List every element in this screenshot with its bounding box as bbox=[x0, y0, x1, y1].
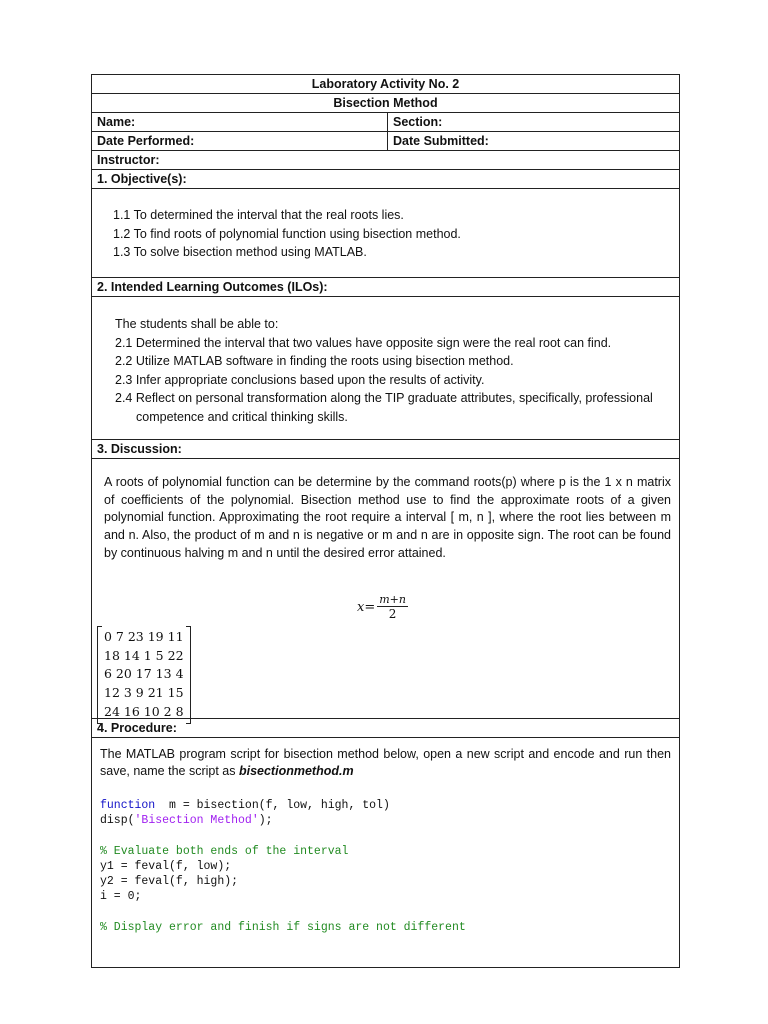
instructor-label: Instructor: bbox=[92, 150, 679, 169]
name-field-label: Name: bbox=[92, 113, 388, 131]
matrix-row: 0 7 23 19 11 bbox=[104, 629, 184, 644]
matrix-row: 6 20 17 13 4 bbox=[104, 666, 184, 682]
section-field-label: Section: bbox=[393, 115, 443, 129]
code-line: i = 0; bbox=[100, 890, 142, 904]
procedure-body bbox=[92, 737, 679, 967]
list-item: 2.2 Utilize MATLAB software in finding the roots using bisection method. bbox=[115, 354, 514, 368]
formula-numerator: m+n bbox=[379, 593, 406, 606]
objectives-list bbox=[92, 188, 679, 277]
ilos-intro: The students shall be able to: bbox=[115, 317, 279, 331]
bisection-formula bbox=[357, 593, 408, 621]
activity-title: Laboratory Activity No. 2 bbox=[311, 77, 460, 91]
date-performed-label: Date Performed: bbox=[92, 132, 388, 150]
code-line: y1 = feval(f, low); bbox=[100, 859, 232, 873]
activity-subtitle: Bisection Method bbox=[92, 93, 679, 112]
magic-matrix bbox=[97, 626, 191, 724]
list-item-continuation: competence and critical thinking skills. bbox=[136, 409, 348, 424]
dates-row bbox=[92, 131, 679, 150]
code-comment: % Display error and finish if signs are not different bbox=[100, 920, 466, 934]
formula-fraction bbox=[377, 593, 408, 621]
name-section-row bbox=[92, 112, 679, 131]
date-submitted-label: Date Submitted: bbox=[393, 134, 489, 148]
formula-denominator: 2 bbox=[388, 607, 397, 621]
list-item: 2.3 Infer appropriate conclusions based upon the results of activity. bbox=[115, 372, 485, 387]
list-item: 1.1 To determined the interval that the real roots lies. bbox=[113, 208, 404, 222]
discussion-paragraph: A roots of polynomial function can be determine by the command roots(p) where p is the 1 x n matrix of coefficients of the polynomial. Bisection method use to find the approximate roots of a given polynomial function. Approximating the root require a interval [ m, n ], where the root lies between m and n. Also, the product of m and n is negative or m and n are in opposite sign. The root can be found by continuous halving m and n until the desired error attained. bbox=[104, 475, 671, 560]
matrix-rows bbox=[102, 626, 186, 724]
code-text: m = bisection(f, low, high, tol) bbox=[155, 799, 390, 812]
list-item: 1.3 To solve bisection method using MATLAB. bbox=[113, 245, 367, 259]
code-line bbox=[100, 813, 671, 828]
ilos-heading: 2. Intended Learning Outcomes (ILOs): bbox=[92, 277, 679, 296]
lab-activity-form bbox=[91, 74, 680, 968]
matrix-row: 12 3 9 21 15 bbox=[104, 685, 184, 701]
code-keyword: function bbox=[100, 799, 156, 812]
script-filename: bisectionmethod.m bbox=[238, 764, 354, 778]
list-item: 1.2 To find roots of polynomial function using bisection method. bbox=[113, 226, 461, 241]
ilos-list bbox=[92, 296, 679, 439]
matrix-row: 18 14 1 5 22 bbox=[104, 647, 184, 663]
code-line: y2 = feval(f, high); bbox=[100, 875, 239, 889]
matrix-right-bracket bbox=[186, 626, 191, 724]
objectives-heading: 1. Objective(s): bbox=[92, 169, 679, 188]
code-comment: % Evaluate both ends of the interval bbox=[100, 844, 349, 858]
discussion-body bbox=[92, 458, 679, 718]
procedure-heading: 4. Procedure: bbox=[92, 718, 679, 737]
code-text: disp( bbox=[100, 814, 135, 828]
list-item: 2.4 Reflect on personal transformation along the TIP graduate attributes, specifically, professional bbox=[115, 391, 653, 405]
discussion-heading: 3. Discussion: bbox=[92, 439, 679, 458]
list-item: 2.1 Determined the interval that two values have opposite sign were the real root can find. bbox=[115, 335, 612, 350]
procedure-intro-text: The MATLAB program script for bisection method below, open a new script and encode and run then save, name the script as bbox=[100, 747, 671, 778]
formula-lhs: x= bbox=[357, 599, 376, 615]
procedure-intro bbox=[100, 746, 671, 780]
matrix-row: 24 16 10 2 8 bbox=[104, 703, 184, 719]
code-text: ); bbox=[258, 814, 273, 828]
code-string: 'Bisection Method' bbox=[134, 814, 259, 828]
matlab-code-block bbox=[100, 798, 671, 935]
code-line bbox=[100, 798, 671, 813]
